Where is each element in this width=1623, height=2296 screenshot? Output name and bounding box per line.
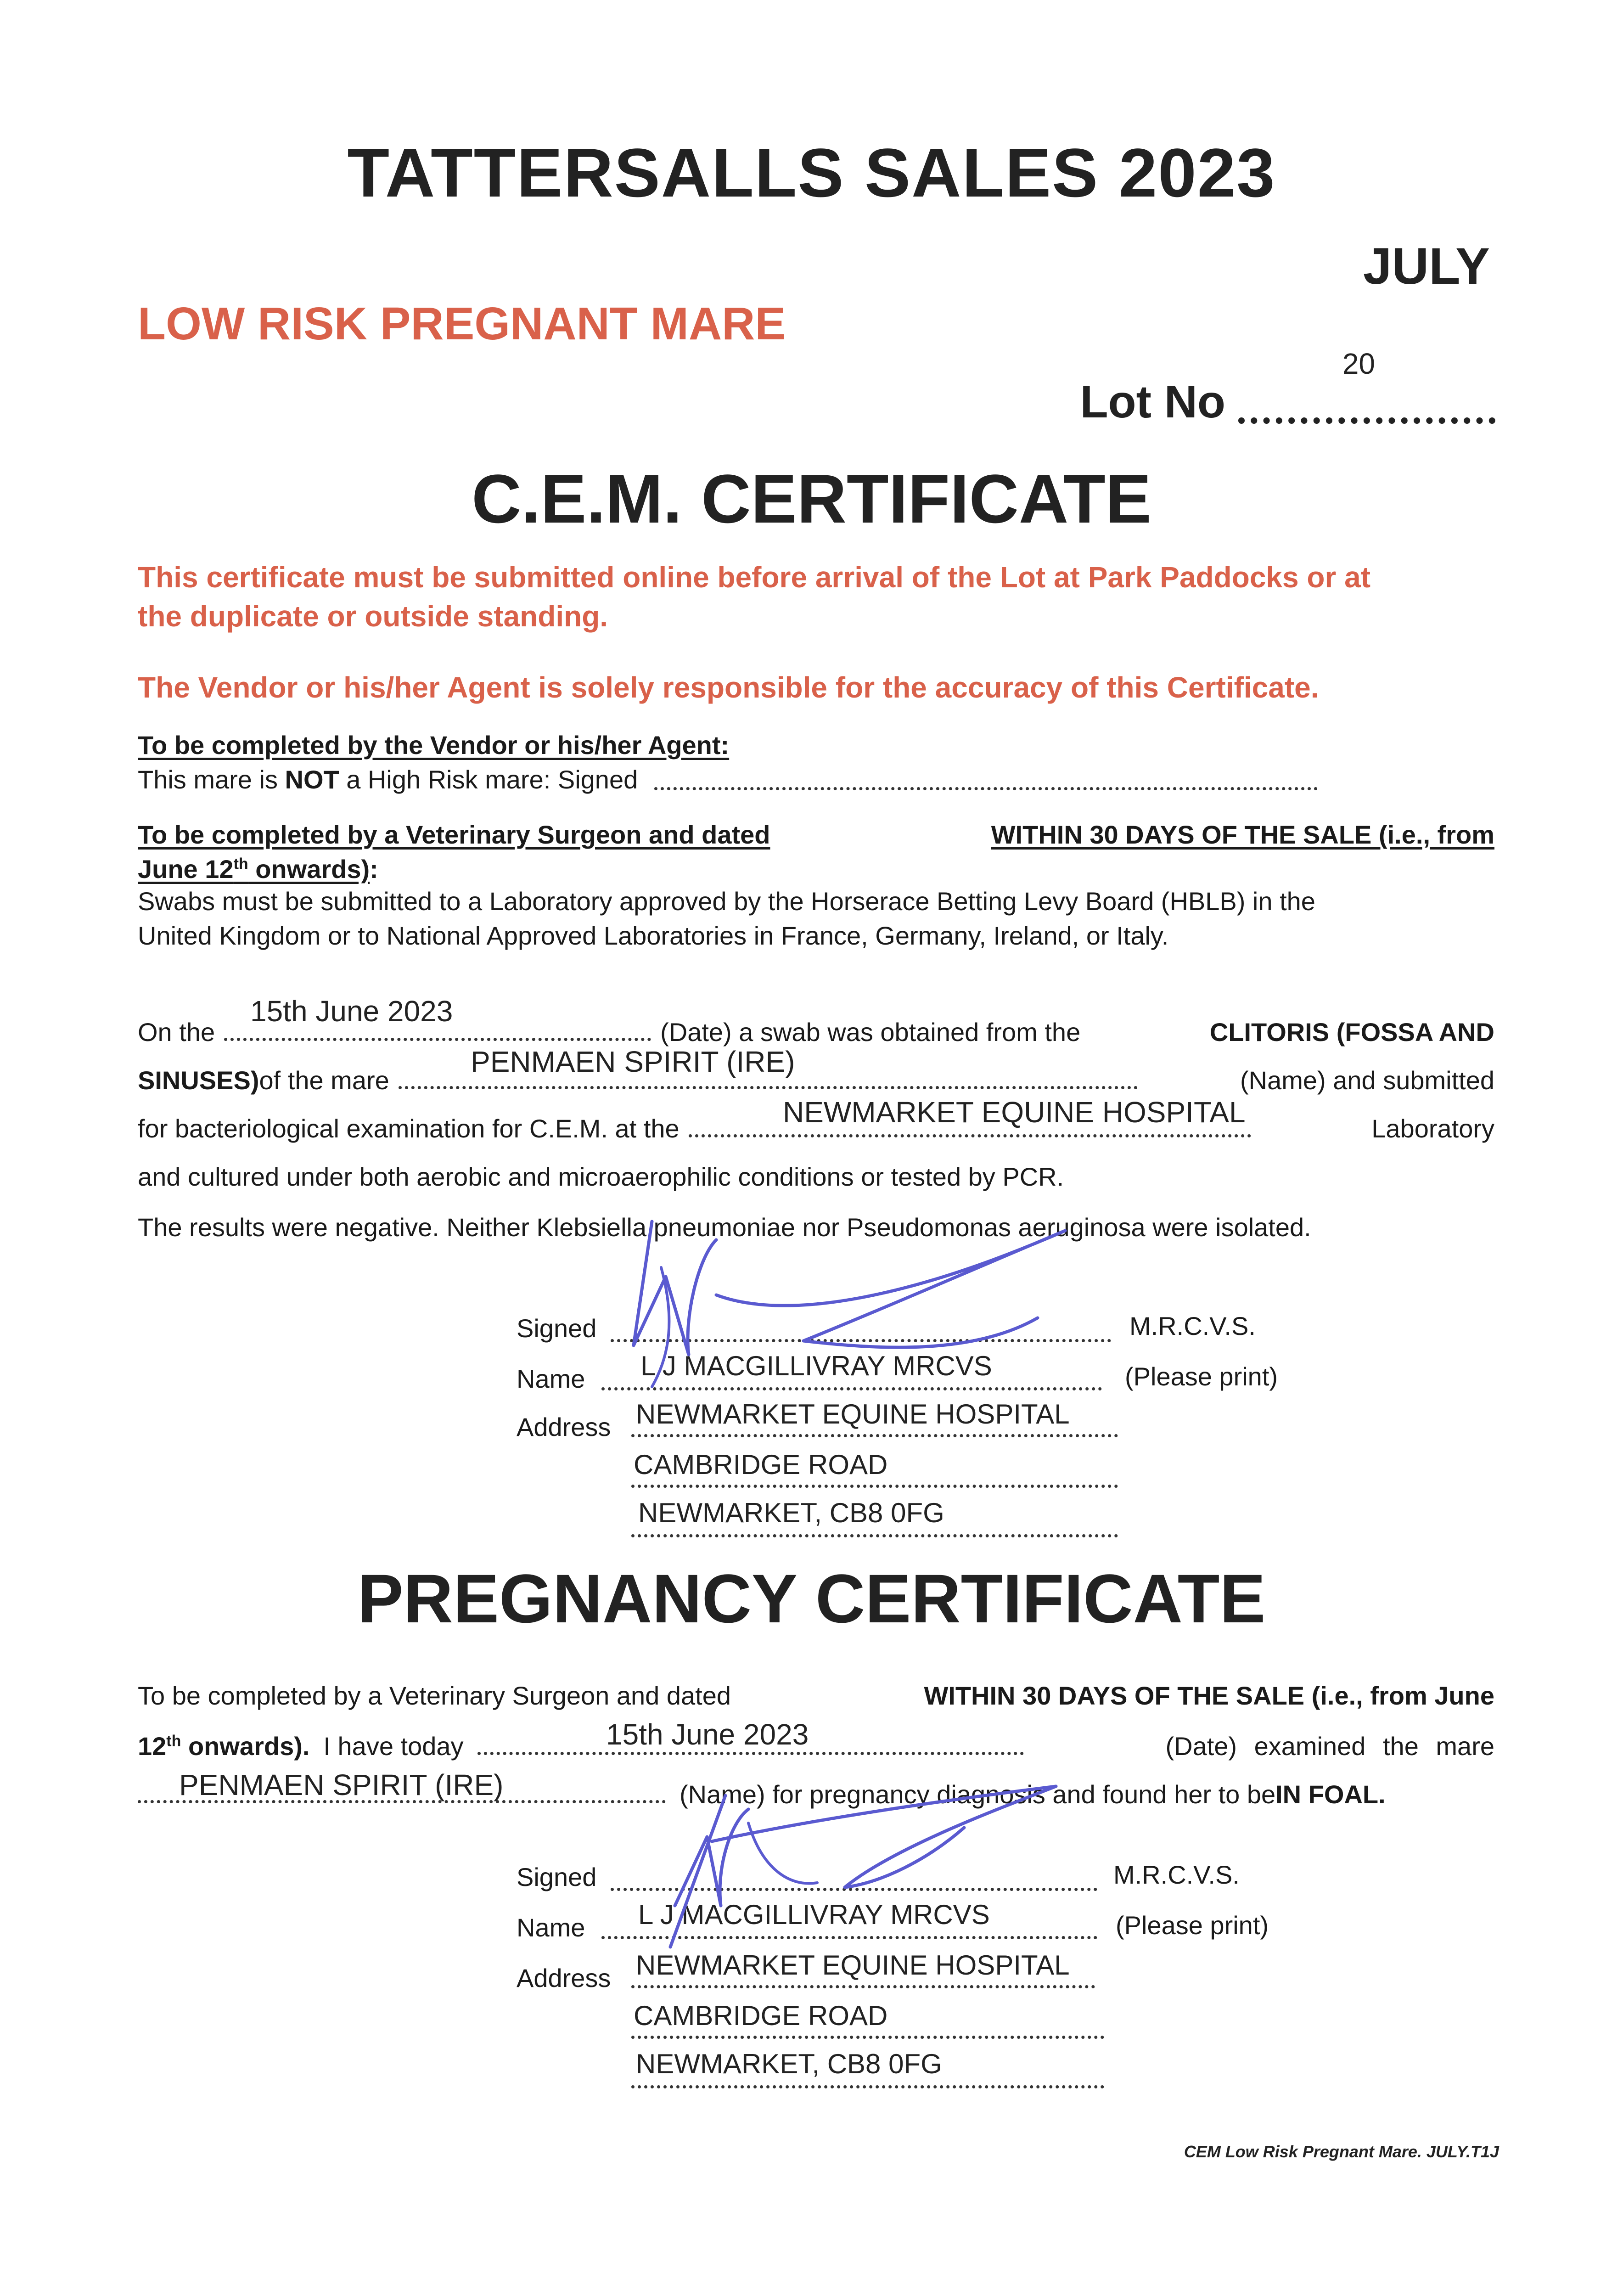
vendor-declaration-not: NOT (285, 765, 339, 794)
pregnancy-address-dotted-line2 (631, 2035, 1104, 2039)
pregnancy-line1-bold: WITHIN 30 DAYS OF THE SALE (i.e., from June (924, 1681, 1494, 1710)
vet-heading-onwards: onwards) (248, 855, 370, 884)
mare-name-value: PENMAEN SPIRIT (IRE) (471, 1045, 795, 1078)
sale-month: JULY (1363, 237, 1490, 295)
pregnancy-address-label: Address (517, 1964, 611, 1992)
pregnancy-line2-examined: (Date) examined the mare (1165, 1732, 1494, 1761)
cem-address-line2: CAMBRIDGE ROAD (634, 1449, 888, 1480)
pregnancy-line1 (138, 1681, 1494, 1711)
cem-certificate-title: C.E.M. CERTIFICATE (472, 460, 1151, 537)
pregnancy-signed-label: Signed (517, 1863, 597, 1891)
cem-address-dotted-line1 (631, 1434, 1118, 1437)
bacteriological-text: for bacteriological examination for C.E.M. at the (138, 1114, 680, 1143)
vet-heading-sup: th (233, 855, 248, 873)
mare-name-line (138, 1065, 1494, 1095)
form-reference-footer: CEM Low Risk Pregnant Mare. JULY.T1J (1184, 2142, 1499, 2161)
pregnancy-please-print: (Please print) (1116, 1911, 1269, 1940)
pregnancy-mare-dotted-line (138, 1800, 666, 1803)
cem-please-print: (Please print) (1125, 1362, 1278, 1391)
pregnancy-line3-text: (Name) for pregnancy diagnosis and found her to be (680, 1780, 1276, 1809)
swab-site-bold: CLITORIS (FOSSA AND (1209, 1018, 1494, 1047)
pregnancy-mare-name-value: PENMAEN SPIRIT (IRE) (179, 1768, 504, 1801)
laboratory-line (138, 1114, 1494, 1143)
pregnancy-address-line2: CAMBRIDGE ROAD (634, 2000, 888, 2031)
lab-dotted-line (689, 1134, 1251, 1137)
vendor-declaration-text: This mare is (138, 765, 285, 794)
document-title: TATTERSALLS SALES 2023 (347, 134, 1276, 211)
cultured-line: and cultured under both aerobic and microaerophilic conditions or tested by PCR. (138, 1162, 1064, 1191)
vendor-section-heading: To be completed by the Vendor or his/her Agent: (138, 731, 730, 760)
on-the-label: On the (138, 1018, 215, 1047)
lot-number-field (1080, 376, 1495, 428)
cem-address-dotted-line3 (631, 1534, 1118, 1537)
pregnancy-line2-today: I have today (323, 1732, 464, 1761)
pregnancy-address-dotted-line1 (631, 1985, 1095, 1988)
sinuses-bold: SINUSES) (138, 1066, 259, 1095)
pregnancy-date-value: 15th June 2023 (606, 1718, 809, 1751)
vendor-declaration-signed-label: a High Risk mare: Signed (339, 765, 638, 794)
lab-name-value: NEWMARKET EQUINE HOSPITAL (783, 1096, 1246, 1129)
cem-address-line1: NEWMARKET EQUINE HOSPITAL (636, 1399, 1070, 1429)
cem-address-label: Address (517, 1412, 611, 1441)
submission-notice-line1: This certificate must be submitted online before arrival of the Lot at Park Paddocks or at (138, 561, 1371, 594)
pregnancy-date-dotted-line (477, 1751, 1024, 1755)
pregnancy-line2 (138, 1731, 1494, 1761)
pregnancy-line2-onwards: onwards). (181, 1732, 310, 1761)
pregnancy-line2-day: 12 (138, 1732, 167, 1761)
responsibility-notice: The Vendor or his/her Agent is solely responsible for the accuracy of this Certificate. (138, 671, 1319, 704)
swab-date-dotted-line (224, 1037, 651, 1041)
of-the-mare-label: of the mare (259, 1066, 389, 1095)
cem-mrcvs-label: M.R.C.V.S. (1129, 1311, 1256, 1340)
pregnancy-address-dotted-line3 (631, 2085, 1104, 2088)
vet-section-heading (138, 820, 1494, 850)
swab-date-value: 15th June 2023 (250, 995, 453, 1028)
swab-date-line (138, 1017, 1494, 1047)
vet-heading-bold: WITHIN 30 DAYS OF THE SALE (i.e., from (991, 820, 1494, 849)
submission-notice-line2: the duplicate or outside standing. (138, 600, 608, 633)
swab-requirement-line2: United Kingdom or to National Approved Laboratories in France, Germany, Ireland, or Italy. (138, 921, 1169, 950)
lot-number-label: Lot No (1080, 376, 1225, 428)
vendor-declaration (138, 765, 1318, 794)
pregnancy-name-label: Name (517, 1913, 585, 1942)
name-submitted-label: (Name) and submitted (1240, 1066, 1494, 1095)
results-line: The results were negative. Neither Klebsiella pneumoniae nor Pseudomonas aeruginosa were isolated. (138, 1213, 1311, 1242)
cem-address-dotted-line2 (631, 1484, 1118, 1488)
vet-section-heading-line2 (138, 854, 378, 884)
certificate-category: LOW RISK PREGNANT MARE (138, 298, 786, 349)
pregnancy-address-line3: NEWMARKET, CB8 0FG (636, 2048, 942, 2079)
swab-date-suffix: (Date) a swab was obtained from the (660, 1018, 1081, 1047)
pregnancy-line2-sup: th (166, 1732, 181, 1750)
cem-signed-label: Signed (517, 1314, 597, 1343)
swab-requirement-text1: Swabs must be submitted to a Laboratory approved by the Horserace Betting Levy Board (HBLB) in the (138, 887, 1315, 916)
laboratory-label: Laboratory (1371, 1114, 1494, 1143)
pregnancy-line1-text: To be completed by a Veterinary Surgeon and dated (138, 1681, 731, 1710)
mare-name-dotted-line (399, 1086, 1138, 1089)
pregnancy-mrcvs-label: M.R.C.V.S. (1113, 1860, 1240, 1889)
vet-heading-june: June 12 (138, 855, 234, 884)
lot-dotted-line (1238, 417, 1495, 424)
vet-heading-text: To be completed by a Veterinary Surgeon and dated (138, 820, 770, 849)
pregnancy-address-line1: NEWMARKET EQUINE HOSPITAL (636, 1950, 1070, 1981)
pregnancy-vet-name: L J MACGILLIVRAY MRCVS (638, 1899, 990, 1930)
cem-vet-name: L J MACGILLIVRAY MRCVS (640, 1351, 992, 1381)
swab-requirement-line1 (138, 886, 1494, 916)
cem-signature-scribble (597, 1203, 1148, 1396)
vendor-signature-line (654, 787, 1318, 790)
cem-name-label: Name (517, 1364, 585, 1393)
cem-address-line3: NEWMARKET, CB8 0FG (638, 1497, 944, 1528)
vet-heading-colon: : (370, 855, 378, 884)
lot-number-value: 20 (1342, 347, 1375, 380)
in-foal-bold: IN FOAL. (1275, 1780, 1386, 1809)
pregnancy-certificate-title: PREGNANCY CERTIFICATE (357, 1560, 1266, 1637)
pregnancy-signature-scribble (597, 1768, 1148, 1961)
